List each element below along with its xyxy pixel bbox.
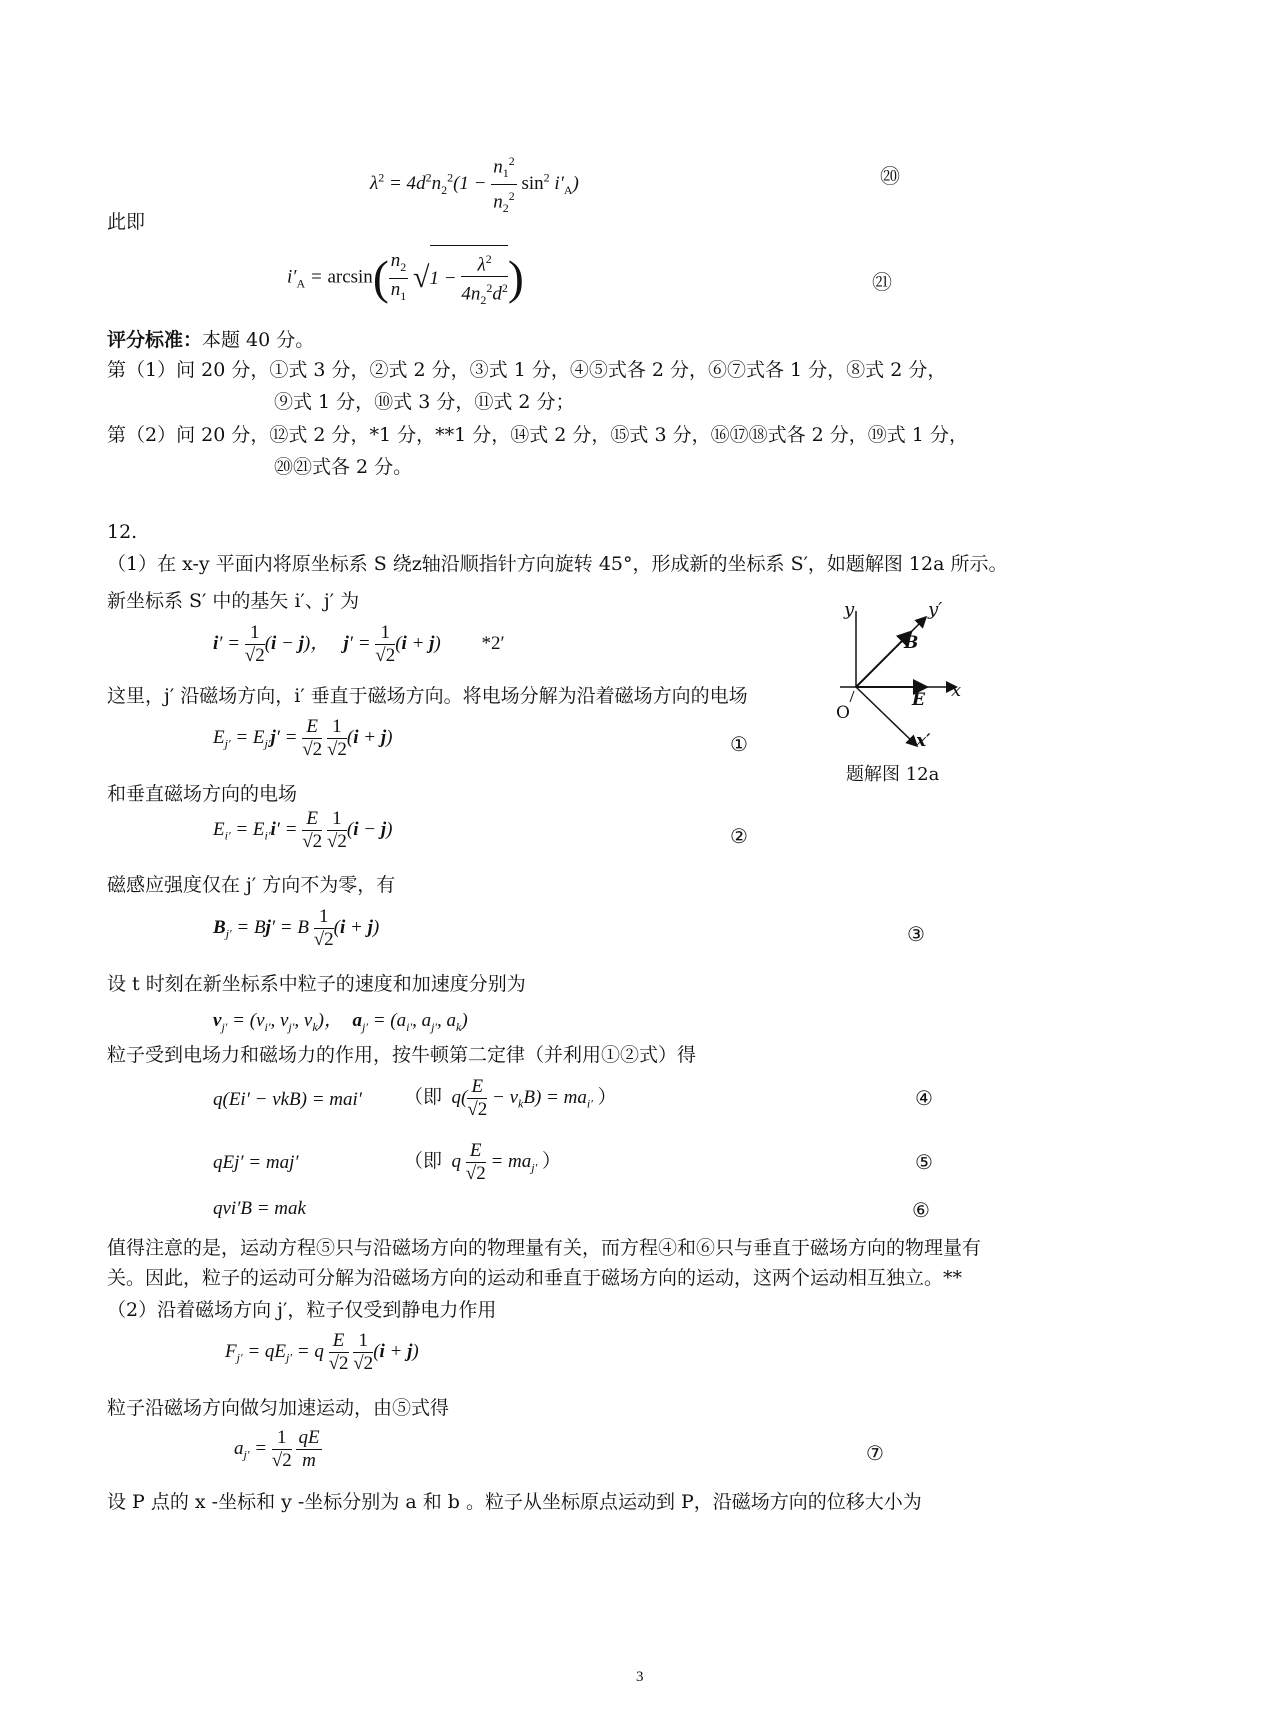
grading-title: 评分标准： (107, 329, 203, 351)
equation-basis: i′ = $\frac{1}{√2}$ (i − j)， j′ = $\frac{1}{√2}$ (i + j) *2′ (213, 622, 505, 666)
equation-21-number: ㉑ (872, 270, 892, 294)
equation-6: qvi′B = mak (213, 1198, 306, 1219)
problem-number: 12. (107, 521, 138, 543)
grading-total: 本题 40 分。 (202, 329, 315, 351)
label-O: O (836, 703, 850, 723)
p1-line6: 设 t 时刻在新坐标系中粒子的速度和加速度分别为 (107, 973, 526, 995)
equation-6-number: ⑥ (912, 1198, 930, 1222)
p1-line5: 磁感应强度仅在 j′ 方向不为零，有 (107, 874, 396, 896)
grading-q2-line2: ⑳㉑式各 2 分。 (274, 456, 413, 478)
p2-line2: 粒子沿磁场方向做匀加速运动，由⑤式得 (107, 1397, 450, 1419)
equation-5: qEj′ = maj′ (213, 1152, 299, 1173)
equation-21: $i'_A = \arcsin$( $\frac{n_2}{n_1}$ √1 − $\frac{\lambda^2}{4n_2^2d^2}$ ) (287, 245, 524, 311)
equation-4-number: ④ (915, 1086, 933, 1110)
label-x: x (951, 680, 962, 701)
equation-7: $a_{j'}$ = $\frac{1}{√2}$ $\frac{qE}{m}$ (234, 1427, 320, 1471)
equation-3-number: ③ (907, 922, 925, 946)
p1-line8: 值得注意的是，运动方程⑤只与沿磁场方向的物理量有关，而方程④和⑥只与垂直于磁场方向的物理量有 (107, 1237, 982, 1259)
equation-4: q(Ei′ − vkB) = mai′ (213, 1089, 362, 1110)
equation-5-number: ⑤ (915, 1150, 933, 1174)
equation-7-number: ⑦ (866, 1441, 884, 1465)
label-yp: y′ (928, 599, 943, 620)
equation-2-number: ② (730, 824, 748, 848)
figure-caption: 题解图 12a (846, 764, 940, 785)
grading-q2-line1: 第（2）问 20 分，⑫式 2 分，*1 分，**1 分，⑭式 2 分，⑮式 3 分，⑯⑰⑱式各 2 分，⑲式 1 分， (107, 424, 968, 446)
equation-va: $v_{j'} = (v_{i'}$, $v_{j'}$, $v_k$)， $a_{j'} = (a_{i'}$, $a_{j'}$, $a_k$) (213, 1010, 468, 1034)
text-ci-ji: 此即 (107, 211, 146, 233)
label-E: E (912, 690, 925, 710)
origin-pointer (850, 691, 854, 702)
p2-line1: （2）沿着磁场方向 j′，粒子仅受到静电力作用 (107, 1299, 497, 1321)
p1-line1: （1）在 x-y 平面内将原坐标系 S 绕z轴沿顺指针方向旋转 45°，形成新的坐标系 S′，如题解图 12a 所示。 (107, 553, 1008, 575)
xp-axis (856, 687, 916, 745)
label-B: B (904, 633, 919, 653)
page-number: 3 (636, 1669, 644, 1685)
grading-q1-line1: 第（1）问 20 分，①式 3 分，②式 2 分，③式 1 分，④⑤式各 2 分，⑥⑦式各 1 分，⑧式 2 分， (107, 359, 947, 381)
grading-q1-line2: ⑨式 1 分，⑩式 3 分，⑪式 2 分； (274, 391, 575, 413)
equation-1-number: ① (730, 732, 748, 756)
equation-20-number: ⑳ (880, 164, 900, 188)
B-vector (856, 633, 910, 687)
equation-3: $B_{j'} = Bj' = B$ $\frac{1}{√2}$ (i + j) (213, 906, 380, 950)
equation-4-alt: （即 q( $\frac{E}{√2}$ − $v_kB) = ma_{i'}$ ） (404, 1076, 617, 1120)
p1-line3: 这里，j′ 沿磁场方向，i′ 垂直于磁场方向。将电场分解为沿着磁场方向的电场 (107, 685, 748, 707)
figure-12a (820, 595, 980, 795)
p1-line2: 新坐标系 S′ 中的基矢 i′、j′ 为 (107, 590, 360, 612)
equation-2: $E_{i'} = E_{i'}i'$ = $\frac{E}{√2}$ $\frac{1}{√2}$ (i − j) (213, 808, 393, 852)
equation-1: $E_{j'} = E_{j'}j'$ = $\frac{E}{√2}$ $\frac{1}{√2}$ (i + j) (213, 716, 393, 760)
p1-line4: 和垂直磁场方向的电场 (107, 783, 298, 805)
equation-F: $F_{j'} = qE_{j'} = q$ $\frac{E}{√2}$ $\frac{1}{√2}$ (i + j) (225, 1330, 419, 1374)
label-xp: x′ (916, 731, 931, 751)
label-y: y (844, 599, 855, 620)
equation-20: $\lambda^2 = 4d^2n_2^2(1$ − $\frac{n_1^2}{n_2^2}$ $\sin^2 i'_A$) (370, 150, 579, 219)
equation-5-alt: （即 q $\frac{E}{√2}$ = $ma_{j'}$ ） (404, 1140, 561, 1184)
grading-header (107, 328, 314, 352)
p1-line7: 粒子受到电场力和磁场力的作用，按牛顿第二定律（并利用①②式）得 (107, 1044, 697, 1066)
basis-mark: *2′ (481, 632, 505, 654)
p1-line9: 关。因此，粒子的运动可分解为沿磁场方向的运动和垂直于磁场方向的运动，这两个运动相互独立。** (107, 1267, 963, 1289)
p2-line3: 设 P 点的 x -坐标和 y -坐标分别为 a 和 b 。粒子从坐标原点运动到 P，沿磁场方向的位移大小为 (107, 1491, 922, 1513)
